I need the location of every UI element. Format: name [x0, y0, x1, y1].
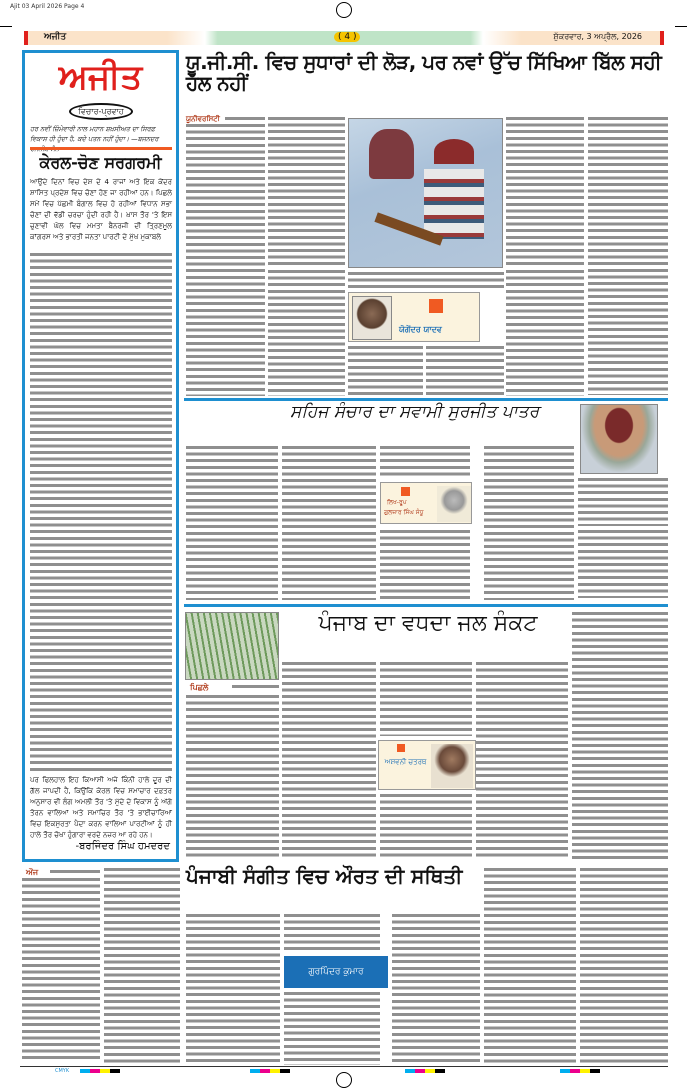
article1-headline: ਯੂ.ਜੀ.ਸੀ. ਵਿਚ ਸੁਧਾਰਾਂ ਦੀ ਲੋੜ, ਪਰ ਨਵਾਂ ਉੱਚ ਸਿੱਖਿਆ ਬਿੱਲ ਸਹੀ ਹੱਲ ਨਹੀਂ	[186, 50, 662, 95]
author-box	[380, 482, 472, 524]
author-marker	[397, 744, 405, 752]
page-header	[24, 31, 664, 45]
article-text	[380, 794, 472, 860]
crowd-shape	[369, 129, 414, 179]
article-text	[572, 612, 668, 860]
editorial-body	[30, 253, 172, 773]
article2-author: ਗੁਲਜ਼ਾਰ ਸਿੰਘ ਸੰਧੂ	[384, 509, 424, 516]
article-text	[506, 270, 584, 396]
article-text	[588, 117, 668, 395]
editorial-closing: ਪਰ ਫਿਲਹਾਲ ਇਹ ਕਿਆਸੀ ਅਜੇ ਕਿੰਨੀ ਹਾਲੇ ਦੂਰ ਦੀ ਗੱਲ ਜਾਪਦੀ ਹੈ, ਕਿਉਂਕਿ ਕੇਰਲ ਵਿਚ ਸਮਾਚਾਰ ਦਫ਼ਤਰ ਅਨੁਸਾਰ ਵੀ ਲੰਗ ਅਮਲੀ ਤੌਰ 'ਤੇ ਮੁੱਦੇ ਦੇ ਵਿਕਾਸ ਨੂੰ ਅੱਗੇ ਤੋਰਨ ਵਾਲਿਆਂ ਅਤੇ ਸਮਾਚਿਰ ਤੌਰ 'ਤੇ ਭਾਈਚਾਰਿਆਂ ਵਿਚ ਇਕਸੁਰਤਾ ਪੈਦਾ ਕਰਨ ਵਾਲਿਆਂ ਪਾਰਟੀਆਂ ਨੂੰ ਹੀ ਹਾਲੇ ਤੌਰ ਚੋਖਾ ਹੁੰਗਾਰਾ ਵਰਦੇ ਨਜ਼ਰ ਆ ਰਹੇ ਹਨ।	[30, 776, 172, 839]
color-registration-strip	[80, 1069, 120, 1073]
divider	[30, 147, 172, 150]
article-text	[284, 914, 380, 952]
article3-author: ਅਸ਼ਵਨੀ ਚਤਰਥ	[384, 758, 427, 766]
section-rule	[184, 398, 668, 401]
article1-kicker: ਯੂਨੀਵਰਸਿਟੀ	[186, 115, 220, 123]
article-text	[225, 117, 265, 121]
article-text	[578, 530, 668, 598]
photo-caption	[232, 685, 279, 690]
photo-caption	[578, 478, 668, 526]
books-stack	[424, 169, 484, 239]
footer-rule	[20, 1066, 668, 1067]
article4-author: ਗੁਰਪਿੰਦਰ ਕੁਮਾਰ	[308, 967, 364, 977]
author-photo	[431, 744, 473, 788]
article1-author: ਯੋਗੇਂਦਰ ਯਾਦਵ	[399, 325, 442, 334]
article-text	[506, 117, 584, 267]
article3-photo-kicker: ਪਿਛਲੇ	[190, 683, 209, 692]
color-registration-strip	[250, 1069, 290, 1073]
quote: ਹਰ ਨਵੀਂ ਜ਼ਿੰਮੇਵਾਰੀ ਨਾਲ ਮਹਾਨ ਸ਼ਖ਼ਸੀਅਤ ਦਾ ਸਿਰਫ਼ ਵਿਕਾਸ ਹੀ ਹੁੰਦਾ ਹੈ, ਕਦੇ ਪਤਨ ਨਹੀਂ ਹੁੰਦਾ। —ਬਜਨਦਰ	[30, 125, 159, 143]
article-text	[580, 868, 668, 1065]
registration-mark	[336, 1072, 352, 1088]
poem-text	[484, 446, 574, 600]
ugc-illustration	[348, 118, 503, 268]
print-slug: Ajit 03 April 2026 Page 4	[10, 3, 85, 10]
author-marker	[401, 487, 410, 496]
author-photo	[437, 486, 471, 522]
article-text	[484, 868, 576, 1065]
article-text	[50, 870, 100, 875]
article-text	[348, 346, 423, 396]
article-text	[380, 446, 470, 478]
header-masthead: ਅਜੀਤ	[44, 32, 67, 42]
article-text	[186, 914, 280, 1065]
article2-author-label: ਲਿਖ-ਰੂਪ	[387, 499, 407, 506]
section-rule	[184, 604, 668, 607]
article-text	[380, 662, 472, 736]
article-text	[392, 914, 480, 1065]
article-text	[268, 117, 345, 267]
author-box	[378, 740, 476, 790]
article-text	[22, 878, 100, 1063]
article-text	[426, 346, 504, 396]
editorial-lead: ਆਉਂਦੇ ਦਿਨਾਂ ਵਿਚ ਦੇਸ਼ ਦੇ 4 ਰਾਜਾਂ ਅਤੇ ਇਕ ਕੇਂਦਰ ਸ਼ਾਸਿਤ ਪ੍ਰਦੇਸ਼ ਵਿਚ ਚੋਣਾਂ ਹੋਣ ਜਾ ਰਹੀਆਂ ਹਨ। ਪਿਛਲੇ ਸਮੇਂ ਵਿਚ ਪੱਛਮੀ ਬੰਗਾਲ ਵਿਚ ਹੋ ਰਹੀਆਂ ਵਿਧਾਨ ਸਭਾ ਚੋਣਾਂ ਦੀ ਵੱਡੀ ਚਰਚਾ ਹੁੰਦੀ ਰਹੀ ਹੈ। ਖ਼ਾਸ ਤੌਰ 'ਤੇ ਇਸ ਚੁਣਾਵੀ ਘੋਲ ਵਿਚ ਮਮਤਾ ਬੈਨਰਜੀ ਦੀ ਤ੍ਰਿਣਮੂਲ ਕਾਂਗਰਸ ਅਤੇ ਭਾਰਤੀ ਜਨਤਾ ਪਾਰਟੀ ਦੇ ਮੁੱਖ ਮੁਕਾਬਲੇ	[30, 178, 172, 241]
author-box	[284, 956, 388, 988]
crop-field-photo	[185, 612, 279, 680]
article-text	[282, 662, 376, 860]
article-text	[186, 446, 278, 600]
parliament-dome	[434, 139, 474, 164]
registration-mark	[336, 2, 352, 18]
article2-headline: ਸਹਿਜ ਸੰਚਾਰ ਦਾ ਸਵਾਮੀ ਸੁਰਜੀਤ ਪਾਤਰ	[290, 402, 539, 422]
crop-mark	[0, 26, 12, 27]
surjit-patar-photo	[580, 404, 658, 474]
article4-headline: ਪੰਜਾਬੀ ਸੰਗੀਤ ਵਿਚ ਔਰਤ ਦੀ ਸਥਿਤੀ	[186, 864, 463, 888]
author-box	[348, 292, 480, 342]
article-text	[476, 662, 568, 860]
section-label: ਵਿਚਾਰ-ਪ੍ਰਵਾਹ	[69, 103, 133, 120]
page-number: ( 4 )	[334, 32, 360, 42]
article3-headline: ਪੰਜਾਬ ਦਾ ਵਧਦਾ ਜਲ ਸੰਕਟ	[318, 611, 538, 636]
article-text	[268, 270, 345, 396]
article-text	[284, 992, 380, 1065]
author-photo	[352, 296, 392, 340]
article-text	[348, 272, 504, 288]
editorial-headline: ਕੇਰਲ-ਚੋਣ ਸਰਗਰਮੀ	[39, 153, 162, 172]
editorial-box	[22, 50, 179, 862]
color-registration-strip	[560, 1069, 600, 1073]
article-text	[282, 446, 376, 600]
color-mark-label: CMYK	[55, 1068, 70, 1074]
color-registration-strip	[405, 1069, 445, 1073]
header-date: ਸ਼ੁੱਕਰਵਾਰ, 3 ਅਪ੍ਰੈਲ, 2026	[553, 32, 642, 41]
article-text	[380, 530, 470, 600]
article-text	[104, 868, 180, 1065]
article-text	[186, 124, 265, 396]
author-marker	[429, 299, 443, 313]
article4-kicker: ਔਜ	[26, 868, 39, 877]
crop-mark	[675, 26, 687, 27]
editorial-logo: ਅਜੀਤ	[58, 57, 143, 97]
editorial-signature: -ਬਰਜਿੰਦਰ ਸਿੰਘ ਹਮਦਰਦ	[75, 841, 170, 852]
article-text	[186, 695, 279, 860]
